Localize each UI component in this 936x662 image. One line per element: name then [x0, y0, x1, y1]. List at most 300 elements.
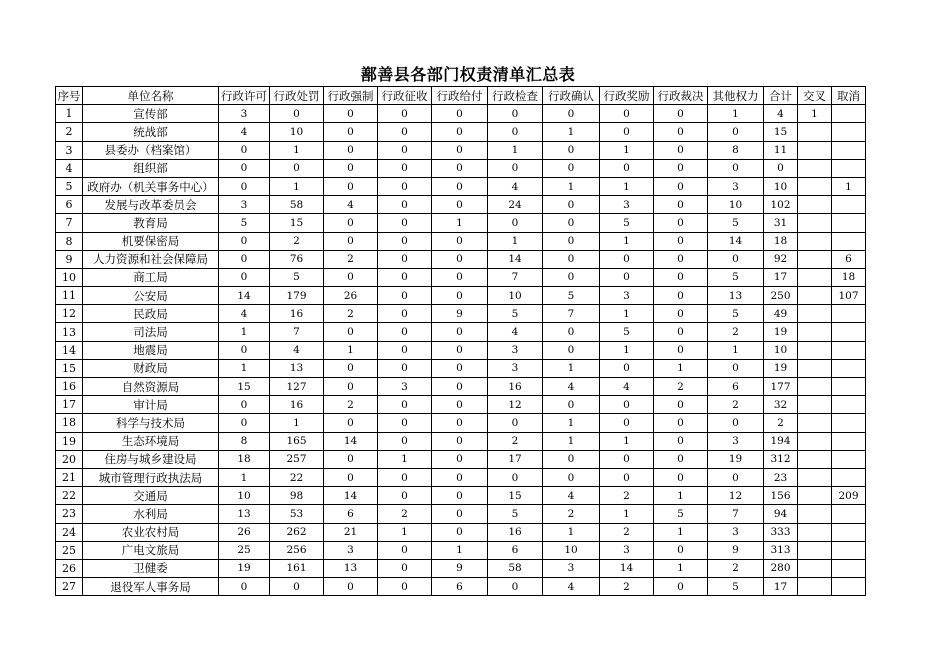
table-cell: 15 — [270, 214, 324, 232]
table-cell: 0 — [543, 141, 600, 159]
table-row — [56, 305, 866, 323]
table-cell: 1 — [543, 177, 600, 195]
table-cell: 16 — [270, 396, 324, 414]
unit-name: 人力资源和社会保障局 — [83, 250, 219, 268]
table-cell: 12 — [488, 396, 543, 414]
table-cell: 0 — [432, 359, 488, 377]
table-row — [56, 323, 866, 341]
table-cell — [798, 541, 832, 559]
column-header: 交叉 — [798, 87, 832, 105]
table-cell: 0 — [432, 250, 488, 268]
table-cell: 0 — [600, 159, 654, 177]
table-cell: 31 — [764, 214, 798, 232]
table-row — [56, 123, 866, 141]
table-cell — [832, 378, 866, 396]
row-index: 27 — [56, 578, 83, 596]
table-cell: 0 — [378, 141, 432, 159]
column-header: 行政征收 — [378, 87, 432, 105]
table-cell: 0 — [378, 214, 432, 232]
column-header: 合计 — [764, 87, 798, 105]
row-index: 13 — [56, 323, 83, 341]
table-cell: 1 — [654, 359, 708, 377]
table-cell: 3 — [324, 541, 378, 559]
table-cell: 0 — [219, 141, 270, 159]
table-cell: 26 — [324, 287, 378, 305]
table-cell — [832, 359, 866, 377]
table-cell: 10 — [219, 487, 270, 505]
table-cell: 8 — [708, 141, 764, 159]
table-row — [56, 559, 866, 577]
unit-name: 农业农村局 — [83, 523, 219, 541]
table-cell: 5 — [488, 305, 543, 323]
table-cell — [832, 141, 866, 159]
table-cell: 0 — [432, 523, 488, 541]
table-cell: 5 — [654, 505, 708, 523]
table-cell: 1 — [324, 341, 378, 359]
row-index: 21 — [56, 468, 83, 486]
table-cell: 14 — [219, 287, 270, 305]
table-cell: 5 — [219, 214, 270, 232]
table-cell: 12 — [708, 487, 764, 505]
table-cell: 9 — [432, 305, 488, 323]
table-cell: 0 — [324, 359, 378, 377]
table-cell: 0 — [219, 159, 270, 177]
table-cell: 1 — [600, 177, 654, 195]
table-cell: 7 — [708, 505, 764, 523]
unit-name: 统战部 — [83, 123, 219, 141]
table-cell: 1 — [600, 341, 654, 359]
column-header: 其他权力 — [708, 87, 764, 105]
table-row — [56, 378, 866, 396]
table-cell: 58 — [270, 196, 324, 214]
table-cell: 10 — [543, 541, 600, 559]
table-cell: 0 — [378, 232, 432, 250]
table-cell: 3 — [600, 287, 654, 305]
table-cell — [832, 323, 866, 341]
table-cell: 0 — [378, 396, 432, 414]
table-cell: 0 — [654, 250, 708, 268]
table-cell — [798, 396, 832, 414]
table-cell: 1 — [600, 232, 654, 250]
table-cell: 10 — [488, 287, 543, 305]
unit-name: 卫健委 — [83, 559, 219, 577]
column-header: 行政许可 — [219, 87, 270, 105]
table-cell: 0 — [378, 105, 432, 123]
table-cell: 0 — [324, 450, 378, 468]
table-cell: 0 — [600, 105, 654, 123]
table-cell: 0 — [324, 232, 378, 250]
table-cell — [832, 214, 866, 232]
table-cell: 179 — [270, 287, 324, 305]
row-index: 16 — [56, 378, 83, 396]
unit-name: 城市管理行政执法局 — [83, 468, 219, 486]
table-cell — [832, 341, 866, 359]
table-cell: 0 — [708, 159, 764, 177]
table-row — [56, 468, 866, 486]
table-cell: 2 — [654, 378, 708, 396]
row-index: 6 — [56, 196, 83, 214]
table-cell: 0 — [378, 196, 432, 214]
table-cell: 22 — [270, 468, 324, 486]
table-cell: 0 — [543, 232, 600, 250]
table-cell: 3 — [488, 341, 543, 359]
table-cell — [832, 105, 866, 123]
row-index: 23 — [56, 505, 83, 523]
table-cell: 10 — [764, 341, 798, 359]
table-cell: 1 — [270, 414, 324, 432]
table-cell: 2 — [324, 250, 378, 268]
table-cell: 10 — [708, 196, 764, 214]
table-cell: 0 — [219, 341, 270, 359]
table-cell: 0 — [488, 214, 543, 232]
table-cell: 4 — [488, 177, 543, 195]
table-cell: 9 — [432, 559, 488, 577]
table-cell: 10 — [764, 177, 798, 195]
table-cell: 0 — [543, 196, 600, 214]
table-cell — [798, 359, 832, 377]
table-cell: 1 — [543, 432, 600, 450]
unit-name: 广电文旅局 — [83, 541, 219, 559]
table-cell: 13 — [270, 359, 324, 377]
table-cell: 257 — [270, 450, 324, 468]
table-cell: 0 — [600, 250, 654, 268]
table-cell: 0 — [219, 578, 270, 596]
table-cell: 0 — [432, 323, 488, 341]
table-cell: 6 — [432, 578, 488, 596]
table-cell — [832, 578, 866, 596]
table-cell: 0 — [219, 177, 270, 195]
table-cell: 53 — [270, 505, 324, 523]
table-cell: 5 — [600, 323, 654, 341]
table-cell: 5 — [488, 505, 543, 523]
table-cell: 1 — [543, 123, 600, 141]
table-cell: 0 — [543, 468, 600, 486]
table-row — [56, 414, 866, 432]
table-cell — [798, 468, 832, 486]
unit-name: 自然资源局 — [83, 378, 219, 396]
unit-name: 地震局 — [83, 341, 219, 359]
table-row — [56, 159, 866, 177]
page-title: 鄯善县各部门权责清单汇总表 — [360, 65, 576, 84]
table-cell: 13 — [219, 505, 270, 523]
table-cell: 19 — [764, 323, 798, 341]
table-cell: 0 — [432, 468, 488, 486]
table-cell: 1 — [654, 487, 708, 505]
table-cell: 17 — [764, 268, 798, 286]
table-cell: 312 — [764, 450, 798, 468]
table-cell: 0 — [378, 541, 432, 559]
table-cell: 2 — [708, 323, 764, 341]
unit-name: 生态环境局 — [83, 432, 219, 450]
table-cell: 127 — [270, 378, 324, 396]
table-cell: 0 — [600, 123, 654, 141]
table-cell: 0 — [432, 396, 488, 414]
row-index: 18 — [56, 414, 83, 432]
row-index: 17 — [56, 396, 83, 414]
summary-table — [55, 86, 866, 596]
table-cell: 0 — [654, 159, 708, 177]
table-cell: 0 — [708, 359, 764, 377]
table-cell: 4 — [543, 378, 600, 396]
table-cell — [798, 432, 832, 450]
row-index: 14 — [56, 341, 83, 359]
table-cell: 5 — [600, 214, 654, 232]
table-row — [56, 232, 866, 250]
table-row — [56, 287, 866, 305]
unit-name: 交通局 — [83, 487, 219, 505]
row-index: 9 — [56, 250, 83, 268]
table-cell: 0 — [378, 468, 432, 486]
table-row — [56, 214, 866, 232]
table-cell: 14 — [708, 232, 764, 250]
table-cell — [798, 341, 832, 359]
table-cell: 0 — [378, 341, 432, 359]
table-cell: 0 — [324, 268, 378, 286]
table-cell: 1 — [488, 141, 543, 159]
row-index: 26 — [56, 559, 83, 577]
table-cell: 0 — [378, 250, 432, 268]
table-cell: 4 — [488, 323, 543, 341]
row-index: 15 — [56, 359, 83, 377]
table-cell: 18 — [219, 450, 270, 468]
table-cell: 1 — [219, 323, 270, 341]
row-index: 11 — [56, 287, 83, 305]
table-cell — [832, 232, 866, 250]
table-row — [56, 359, 866, 377]
table-row — [56, 177, 866, 195]
table-cell: 5 — [270, 268, 324, 286]
table-cell: 0 — [600, 450, 654, 468]
table-cell: 19 — [708, 450, 764, 468]
table-cell: 0 — [324, 214, 378, 232]
table-row — [56, 523, 866, 541]
table-cell — [832, 159, 866, 177]
unit-name: 科学与技术局 — [83, 414, 219, 432]
table-cell — [832, 523, 866, 541]
table-cell: 177 — [764, 378, 798, 396]
table-cell: 0 — [432, 141, 488, 159]
table-cell: 0 — [432, 196, 488, 214]
table-cell: 0 — [488, 468, 543, 486]
row-index: 24 — [56, 523, 83, 541]
table-row — [56, 196, 866, 214]
table-cell: 0 — [654, 268, 708, 286]
table-cell: 0 — [543, 396, 600, 414]
table-cell: 18 — [832, 268, 866, 286]
table-cell: 313 — [764, 541, 798, 559]
table-cell: 1 — [219, 359, 270, 377]
table-cell: 3 — [708, 523, 764, 541]
row-index: 3 — [56, 141, 83, 159]
table-cell: 76 — [270, 250, 324, 268]
table-cell: 1 — [378, 523, 432, 541]
table-cell: 24 — [488, 196, 543, 214]
table-cell: 1 — [654, 523, 708, 541]
table-cell: 6 — [488, 541, 543, 559]
table-cell: 19 — [764, 359, 798, 377]
table-cell: 1 — [832, 177, 866, 195]
table-cell: 0 — [378, 578, 432, 596]
table-cell: 9 — [708, 541, 764, 559]
row-index: 7 — [56, 214, 83, 232]
table-cell: 19 — [219, 559, 270, 577]
table-cell — [832, 541, 866, 559]
table-cell: 5 — [708, 214, 764, 232]
row-index: 25 — [56, 541, 83, 559]
unit-name: 组织部 — [83, 159, 219, 177]
table-row — [56, 105, 866, 123]
table-cell: 0 — [324, 105, 378, 123]
table-cell: 2 — [764, 414, 798, 432]
table-cell: 15 — [764, 123, 798, 141]
table-cell: 5 — [708, 268, 764, 286]
table-cell — [798, 232, 832, 250]
row-index: 19 — [56, 432, 83, 450]
table-cell — [798, 287, 832, 305]
table-cell: 14 — [324, 487, 378, 505]
unit-name: 发展与改革委员会 — [83, 196, 219, 214]
table-cell: 1 — [654, 559, 708, 577]
column-header: 行政强制 — [324, 87, 378, 105]
unit-name: 住房与城乡建设局 — [83, 450, 219, 468]
table-cell: 0 — [219, 268, 270, 286]
table-cell: 5 — [708, 305, 764, 323]
table-cell: 0 — [378, 177, 432, 195]
table-cell: 0 — [654, 450, 708, 468]
row-index: 4 — [56, 159, 83, 177]
table-cell — [798, 177, 832, 195]
table-cell: 0 — [654, 341, 708, 359]
table-cell: 5 — [543, 287, 600, 305]
unit-name: 审计局 — [83, 396, 219, 414]
unit-name: 水利局 — [83, 505, 219, 523]
table-cell: 209 — [832, 487, 866, 505]
table-cell: 2 — [324, 305, 378, 323]
table-cell: 3 — [708, 177, 764, 195]
table-row — [56, 450, 866, 468]
row-index: 5 — [56, 177, 83, 195]
table-cell: 0 — [378, 305, 432, 323]
table-cell: 0 — [654, 177, 708, 195]
table-cell: 0 — [324, 177, 378, 195]
table-cell: 1 — [600, 305, 654, 323]
table-cell: 2 — [488, 432, 543, 450]
table-cell: 2 — [708, 559, 764, 577]
table-cell: 1 — [600, 432, 654, 450]
table-cell — [832, 432, 866, 450]
unit-name: 政府办（机关事务中心） — [83, 177, 219, 195]
table-cell: 0 — [543, 105, 600, 123]
table-cell: 1 — [600, 141, 654, 159]
column-header: 行政奖励 — [600, 87, 654, 105]
table-cell — [798, 250, 832, 268]
table-cell: 0 — [324, 141, 378, 159]
table-cell: 0 — [378, 414, 432, 432]
table-cell — [798, 559, 832, 577]
table-cell: 0 — [654, 105, 708, 123]
table-cell: 250 — [764, 287, 798, 305]
table-cell: 2 — [600, 578, 654, 596]
table-cell: 4 — [270, 341, 324, 359]
table-cell: 13 — [324, 559, 378, 577]
table-cell: 17 — [764, 578, 798, 596]
unit-name: 商工局 — [83, 268, 219, 286]
table-cell: 0 — [378, 323, 432, 341]
table-cell — [798, 214, 832, 232]
table-cell: 26 — [219, 523, 270, 541]
table-cell: 0 — [543, 250, 600, 268]
table-cell: 0 — [488, 123, 543, 141]
table-cell: 1 — [432, 541, 488, 559]
table-cell: 10 — [270, 123, 324, 141]
table-cell: 0 — [378, 432, 432, 450]
table-cell: 0 — [600, 396, 654, 414]
table-cell: 0 — [219, 250, 270, 268]
table-cell: 0 — [378, 359, 432, 377]
table-cell — [798, 141, 832, 159]
table-cell: 3 — [378, 378, 432, 396]
table-cell: 3 — [600, 541, 654, 559]
table-cell — [832, 196, 866, 214]
table-cell: 1 — [798, 105, 832, 123]
table-cell: 0 — [432, 505, 488, 523]
table-cell: 0 — [543, 323, 600, 341]
table-cell: 0 — [378, 268, 432, 286]
table-cell: 0 — [324, 468, 378, 486]
unit-name: 宣传部 — [83, 105, 219, 123]
table-cell: 0 — [432, 105, 488, 123]
table-cell — [832, 450, 866, 468]
table-cell: 0 — [488, 414, 543, 432]
table-cell: 4 — [543, 487, 600, 505]
table-cell: 4 — [600, 378, 654, 396]
table-cell: 0 — [543, 159, 600, 177]
table-cell: 11 — [764, 141, 798, 159]
table-cell — [832, 559, 866, 577]
table-cell: 0 — [324, 378, 378, 396]
table-cell: 0 — [432, 268, 488, 286]
table-cell: 0 — [654, 396, 708, 414]
table-row — [56, 578, 866, 596]
table-cell: 5 — [708, 578, 764, 596]
table-cell: 256 — [270, 541, 324, 559]
table-cell: 0 — [219, 396, 270, 414]
table-cell: 7 — [270, 323, 324, 341]
table-cell: 1 — [708, 105, 764, 123]
table-cell: 0 — [600, 414, 654, 432]
table-cell: 4 — [219, 305, 270, 323]
table-cell: 94 — [764, 505, 798, 523]
table-cell: 0 — [432, 123, 488, 141]
table-cell: 0 — [432, 487, 488, 505]
table-cell: 25 — [219, 541, 270, 559]
table-cell: 0 — [270, 105, 324, 123]
table-cell: 165 — [270, 432, 324, 450]
column-header: 序号 — [56, 87, 83, 105]
table-cell: 3 — [219, 105, 270, 123]
table-cell: 4 — [764, 105, 798, 123]
unit-name: 机要保密局 — [83, 232, 219, 250]
table-row — [56, 250, 866, 268]
column-header: 单位名称 — [83, 87, 219, 105]
table-cell: 2 — [600, 487, 654, 505]
table-cell: 1 — [543, 359, 600, 377]
table-cell: 2 — [708, 396, 764, 414]
table-cell: 16 — [270, 305, 324, 323]
table-cell: 0 — [708, 414, 764, 432]
table-cell: 0 — [432, 177, 488, 195]
table-cell: 14 — [488, 250, 543, 268]
